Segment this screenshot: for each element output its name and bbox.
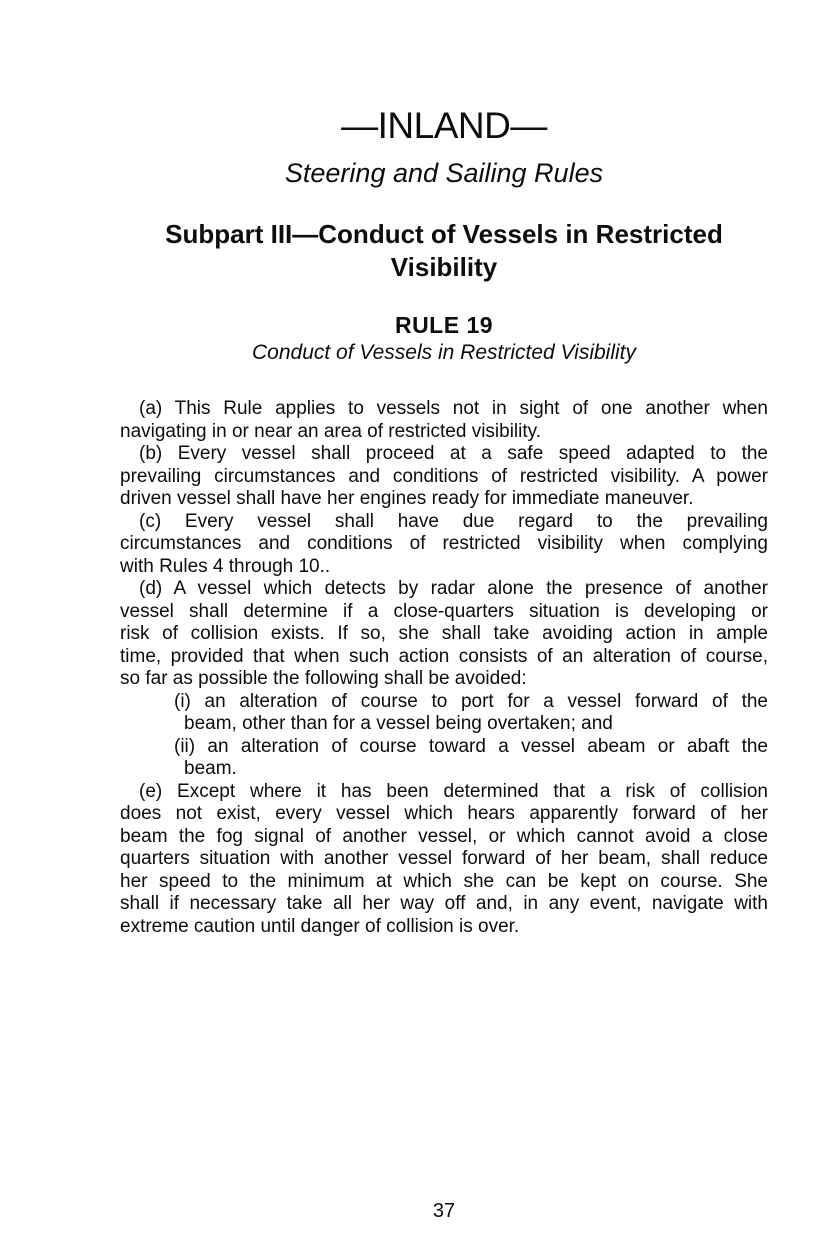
rule-text-line: vessel shall determine if a close-quarters situation is developing or: [120, 600, 768, 622]
rule-paragraph-d-i: [120, 691, 768, 736]
rule-text-line: shall if necessary take all her way off and, in any event, navigate with: [120, 893, 768, 914]
page-number: 37: [432, 1200, 456, 1222]
rule-text-line: so far as possible the following shall be avoided:: [120, 668, 527, 689]
rule-text-line: prevailing circumstances and conditions of restricted visibility. A power: [120, 465, 768, 487]
rule-text-line: navigating in or near an area of restricted visibility.: [120, 420, 542, 442]
rule-paragraph-d: [120, 578, 768, 691]
rule-text-line: beam, other than for a vessel being overtaken; and: [184, 713, 613, 734]
document-subtitle: Steering and Sailing Rules: [284, 158, 604, 188]
rule-19-body: [120, 398, 768, 938]
document-title: —INLAND—: [341, 105, 547, 146]
rule-text-line: (b) Every vessel shall proceed at a safe speed adapted to the: [139, 443, 768, 464]
rule-paragraph-d-ii: [120, 736, 768, 781]
rule-text-line: (a) This Rule applies to vessels not in sight of one another when: [139, 398, 768, 419]
rule-text-line: extreme caution until danger of collision is over.: [120, 915, 520, 937]
rule-text-line: (c) Every vessel shall have due regard to the prevailing: [139, 510, 768, 532]
rule-text-line: time, provided that when such action consists of an alteration of course,: [120, 645, 768, 667]
rule-paragraph-b: [120, 443, 768, 511]
rule-text-line: risk of collision exists. If so, she shall take avoiding action in ample: [120, 623, 768, 644]
rule-text-line: does not exist, every vessel which hears apparently forward of her: [120, 803, 768, 824]
rule-text-line: beam.: [184, 758, 237, 779]
subpart-heading: Subpart III—Conduct of Vessels in Restricted Visibility: [165, 219, 723, 282]
rule-text-line: (ii) an alteration of course toward a vessel abeam or abaft the: [174, 735, 768, 757]
rule-text-line: driven vessel shall have her engines ready for immediate maneuver.: [120, 488, 694, 509]
rule-number-heading: RULE 19: [394, 312, 494, 338]
rule-paragraph-c: [120, 511, 768, 579]
rule-text-line: with Rules 4 through 10..: [120, 555, 331, 577]
rule-text-line: (e) Except where it has been determined that a risk of collision: [139, 780, 768, 802]
rule-text-line: beam the fog signal of another vessel, or which cannot avoid a close: [120, 825, 768, 847]
rule-paragraph-e: [120, 781, 768, 939]
rule-text-line: (i) an alteration of course to port for a vessel forward of the: [174, 690, 768, 712]
rule-text-line: (d) A vessel which detects by radar alone the presence of another: [139, 578, 768, 599]
rule-paragraph-a: [120, 398, 768, 443]
rule-text-line: circumstances and conditions of restricted visibility when complying: [120, 533, 768, 554]
rule-title: Conduct of Vessels in Restricted Visibility: [252, 341, 636, 364]
rule-text-line: her speed to the minimum at which she can be kept on course. She: [120, 870, 768, 892]
rule-text-line: quarters situation with another vessel forward of her beam, shall reduce: [120, 848, 768, 869]
